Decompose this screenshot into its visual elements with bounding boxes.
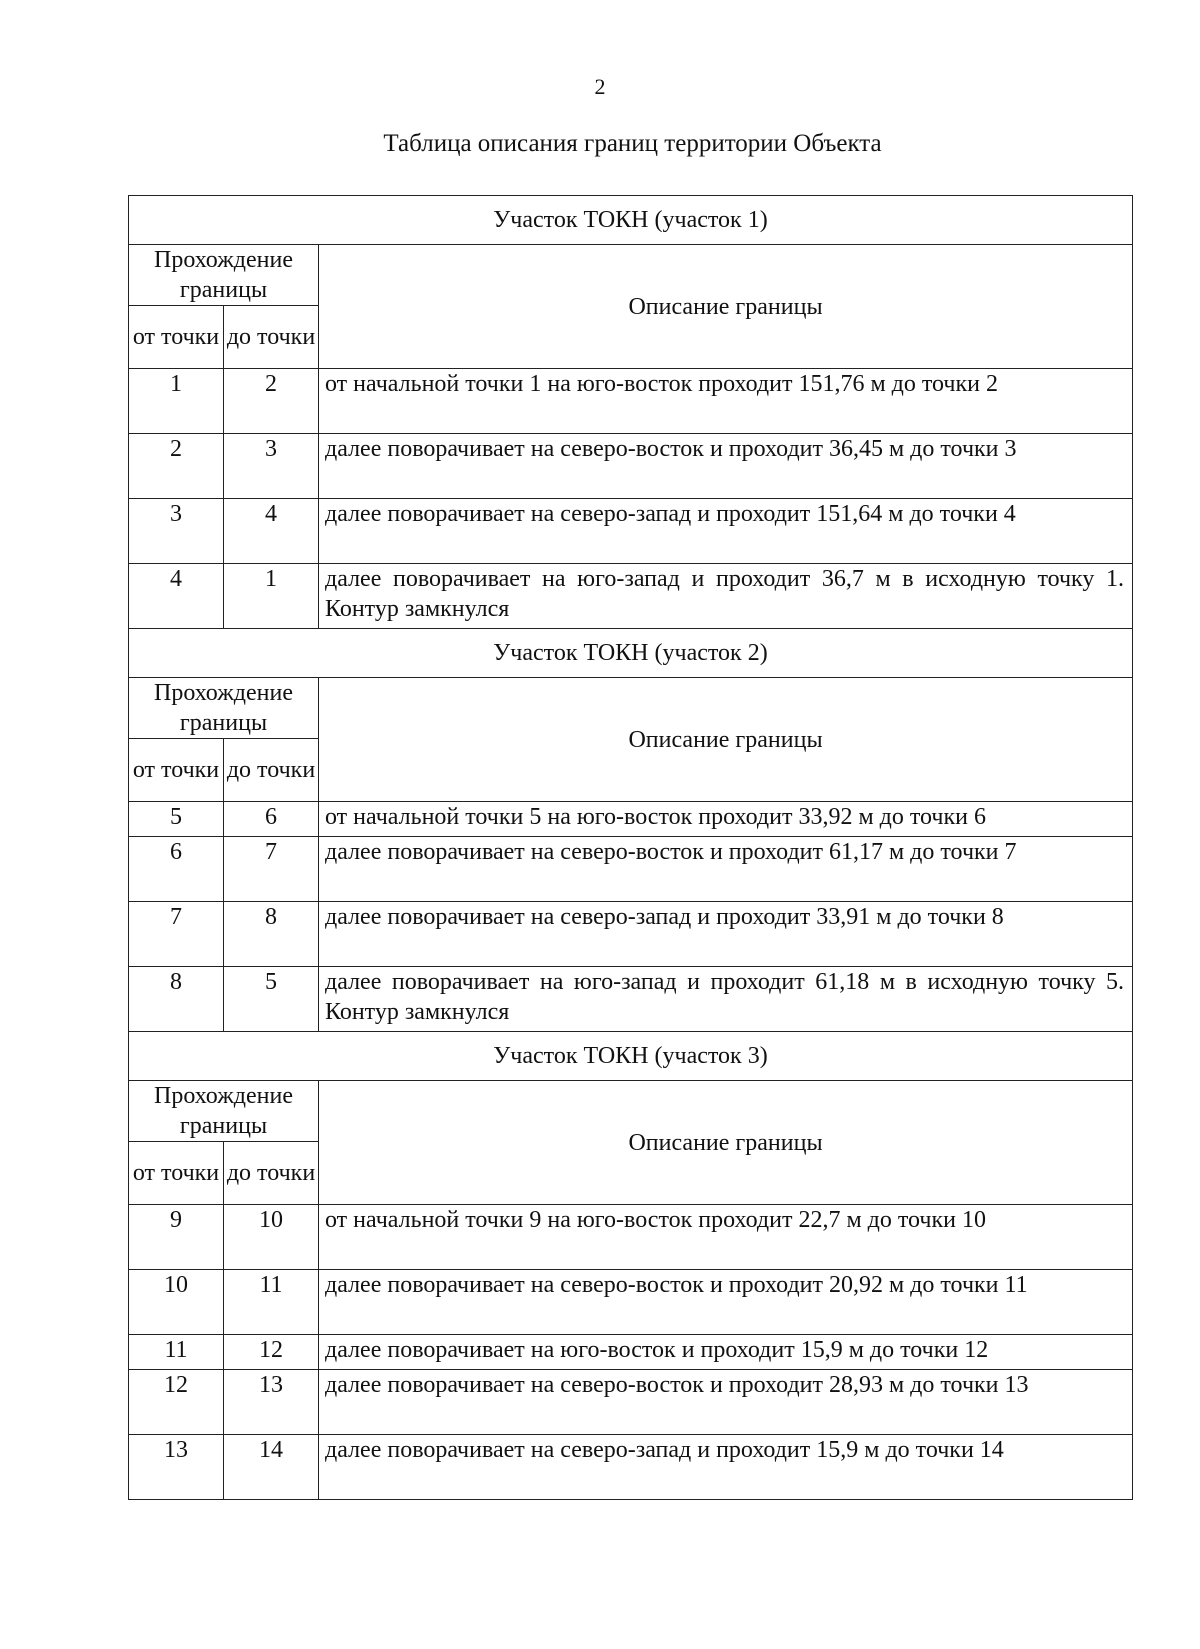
- from-point: 4: [129, 564, 224, 629]
- table-row: [129, 802, 1133, 837]
- from-point: 5: [129, 802, 224, 837]
- table-row: [129, 1435, 1133, 1500]
- boundary-description: далее поворачивает на юго-запад и проходит 36,7 м в исходную точку 1. Контур замкнулся: [319, 564, 1133, 629]
- boundary-description: далее поворачивает на северо-восток и проходит 28,93 м до точки 13: [319, 1370, 1133, 1435]
- from-point-header: от точки: [129, 1142, 224, 1205]
- from-point: 3: [129, 499, 224, 564]
- boundary-description: от начальной точки 9 на юго-восток проходит 22,7 м до точки 10: [319, 1205, 1133, 1270]
- section-title: Участок ТОКН (участок 2): [129, 629, 1133, 678]
- from-point: 11: [129, 1335, 224, 1370]
- boundary-description: далее поворачивает на северо-восток и проходит 36,45 м до точки 3: [319, 434, 1133, 499]
- description-header: Описание границы: [319, 1081, 1133, 1205]
- table-row: [129, 369, 1133, 434]
- boundary-description: от начальной точки 5 на юго-восток проходит 33,92 м до точки 6: [319, 802, 1133, 837]
- table-row: [129, 1270, 1133, 1335]
- table-row: [129, 1335, 1133, 1370]
- section-title: Участок ТОКН (участок 3): [129, 1032, 1133, 1081]
- from-point: 1: [129, 369, 224, 434]
- from-point: 12: [129, 1370, 224, 1435]
- to-point-header: до точки: [224, 739, 319, 802]
- from-point: 13: [129, 1435, 224, 1500]
- to-point: 13: [224, 1370, 319, 1435]
- from-point: 10: [129, 1270, 224, 1335]
- description-header: Описание границы: [319, 245, 1133, 369]
- section-title: Участок ТОКН (участок 1): [129, 196, 1133, 245]
- boundary-table: [128, 195, 1133, 1500]
- to-point: 12: [224, 1335, 319, 1370]
- boundary-description: далее поворачивает на северо-восток и проходит 61,17 м до точки 7: [319, 837, 1133, 902]
- description-header: Описание границы: [319, 678, 1133, 802]
- table-row: [129, 1205, 1133, 1270]
- table-row: [129, 902, 1133, 967]
- to-point-header: до точки: [224, 306, 319, 369]
- table-row: [129, 499, 1133, 564]
- to-point: 14: [224, 1435, 319, 1500]
- to-point: 2: [224, 369, 319, 434]
- table-row: [129, 837, 1133, 902]
- passage-header: Прохождение границы: [129, 1081, 319, 1142]
- boundary-description: от начальной точки 1 на юго-восток проходит 151,76 м до точки 2: [319, 369, 1133, 434]
- table-row: [129, 564, 1133, 629]
- from-point: 8: [129, 967, 224, 1032]
- to-point: 4: [224, 499, 319, 564]
- boundary-description: далее поворачивает на северо-запад и проходит 15,9 м до точки 14: [319, 1435, 1133, 1500]
- page-number: 2: [594, 74, 606, 99]
- from-point-header: от точки: [129, 306, 224, 369]
- section-1: [129, 196, 1133, 629]
- to-point-header: до точки: [224, 1142, 319, 1205]
- from-point: 2: [129, 434, 224, 499]
- to-point: 5: [224, 967, 319, 1032]
- from-point-header: от точки: [129, 739, 224, 802]
- from-point: 9: [129, 1205, 224, 1270]
- boundary-description: далее поворачивает на северо-запад и проходит 33,91 м до точки 8: [319, 902, 1133, 967]
- table-row: [129, 1370, 1133, 1435]
- passage-header: Прохождение границы: [129, 245, 319, 306]
- boundary-description: далее поворачивает на юго-запад и проходит 61,18 м в исходную точку 5. Контур замкнулся: [319, 967, 1133, 1032]
- to-point: 3: [224, 434, 319, 499]
- to-point: 7: [224, 837, 319, 902]
- from-point: 7: [129, 902, 224, 967]
- to-point: 8: [224, 902, 319, 967]
- to-point: 6: [224, 802, 319, 837]
- to-point: 11: [224, 1270, 319, 1335]
- from-point: 6: [129, 837, 224, 902]
- section-2: [129, 629, 1133, 1032]
- to-point: 1: [224, 564, 319, 629]
- table-row: [129, 434, 1133, 499]
- boundary-description: далее поворачивает на юго-восток и проходит 15,9 м до точки 12: [319, 1335, 1133, 1370]
- to-point: 10: [224, 1205, 319, 1270]
- boundary-description: далее поворачивает на северо-запад и проходит 151,64 м до точки 4: [319, 499, 1133, 564]
- section-3: [129, 1032, 1133, 1500]
- boundary-description: далее поворачивает на северо-восток и проходит 20,92 м до точки 11: [319, 1270, 1133, 1335]
- passage-header: Прохождение границы: [129, 678, 319, 739]
- table-row: [129, 967, 1133, 1032]
- document-title: Таблица описания границ территории Объекта: [383, 130, 882, 157]
